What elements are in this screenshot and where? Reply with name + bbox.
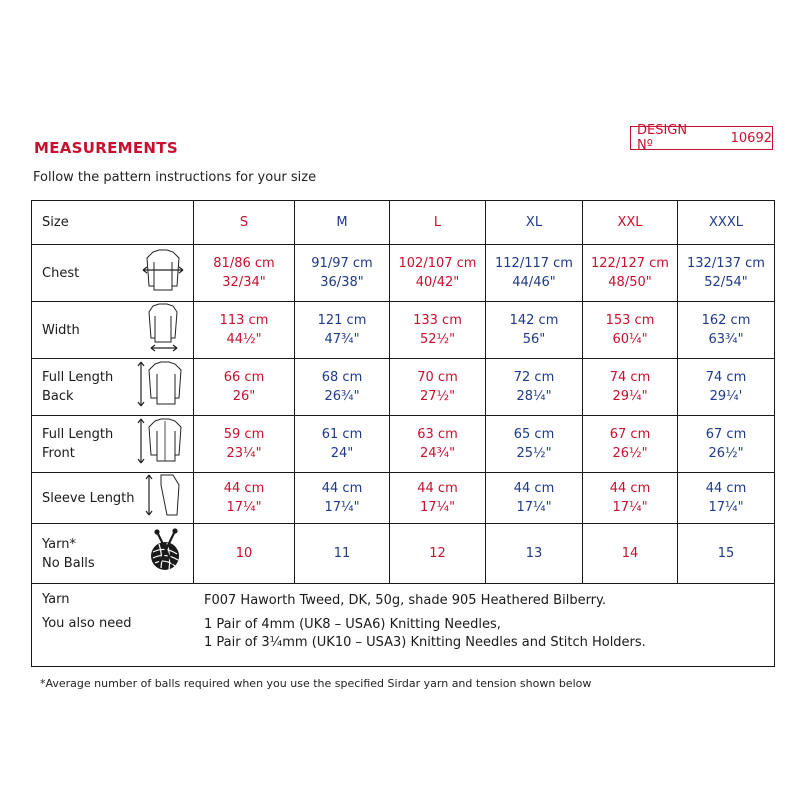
metric-value: 15 [717, 546, 735, 561]
size-col-1: M [295, 201, 390, 245]
imperial-value: 29¼' [709, 389, 743, 404]
metric-value: 67 cm [609, 427, 651, 442]
measurement-cell [295, 524, 390, 584]
imperial-value: 28¼" [516, 389, 552, 404]
measurement-cell [295, 359, 390, 416]
measurement-row [32, 473, 775, 524]
front-length-diagram-icon [135, 415, 187, 473]
metric-value: 59 cm [223, 427, 265, 442]
metric-value: 72 cm [513, 370, 555, 385]
measurement-cell [194, 359, 295, 416]
chest-diagram-icon [139, 246, 187, 300]
measurement-cell [678, 473, 775, 524]
size-col-5: XXXL [678, 201, 775, 245]
metric-value: 162 cm [701, 313, 751, 328]
imperial-value: 24¾" [419, 446, 456, 461]
intro-text: Follow the pattern instructions for your size [33, 170, 317, 185]
metric-value: 65 cm [513, 427, 555, 442]
measurement-cell [583, 245, 678, 302]
row-label-cell [32, 245, 194, 302]
metric-value: 102/107 cm [398, 256, 477, 271]
page-title: MEASUREMENTS [34, 139, 178, 157]
measurement-cell [486, 416, 583, 473]
imperial-value: 29¼" [612, 389, 648, 404]
measurement-cell [678, 524, 775, 584]
metric-value: 142 cm [509, 313, 559, 328]
measurement-cell [390, 245, 486, 302]
yarn-label: Yarn [42, 592, 70, 607]
imperial-value: 40/42" [415, 275, 460, 290]
size-col-4: XXL [583, 201, 678, 245]
metric-value: 44 cm [705, 481, 747, 496]
measurement-cell [583, 473, 678, 524]
measurements-table [31, 200, 775, 667]
imperial-value: 44/46" [512, 275, 556, 290]
size-header-row [32, 201, 775, 245]
row-label: Width [42, 322, 80, 338]
metric-value: 44 cm [609, 481, 651, 496]
metric-value: 132/137 cm [687, 256, 765, 271]
design-number-box [630, 123, 773, 153]
measurement-cell [486, 359, 583, 416]
imperial-value: 52½" [419, 332, 456, 347]
metric-value: 113 cm [219, 313, 269, 328]
measurement-cell [390, 524, 486, 584]
imperial-value: 26" [232, 389, 256, 404]
yarn-value: F007 Haworth Tweed, DK, 50g, shade 905 Heathered Bilberry. [204, 593, 607, 608]
imperial-value: 25½" [516, 446, 552, 461]
row-label-line-2: No Balls [42, 555, 95, 571]
measurement-cell [295, 473, 390, 524]
imperial-value: 52/54" [704, 275, 748, 290]
imperial-value: 24" [330, 446, 354, 461]
row-label: Full Length [42, 370, 114, 385]
row-label: Sleeve Length [42, 490, 135, 506]
needles-value-1: 1 Pair of 4mm (UK8 – USA6) Knitting Needles, [204, 617, 501, 632]
metric-value: 44 cm [513, 481, 555, 496]
metric-value: 153 cm [605, 313, 655, 328]
measurement-cell [678, 302, 775, 359]
measurement-cell [583, 302, 678, 359]
measurement-row [32, 416, 775, 473]
imperial-value: 26½" [708, 446, 744, 461]
measurement-cell [194, 245, 295, 302]
measurement-cell [486, 473, 583, 524]
measurement-cell [583, 416, 678, 473]
metric-value: 68 cm [321, 370, 363, 385]
measurement-row [32, 359, 775, 416]
also-need-label: You also need [42, 616, 132, 631]
sleeve-diagram-icon [143, 471, 187, 525]
size-col-3: XL [486, 201, 583, 245]
imperial-value: 27½" [419, 389, 456, 404]
size-col-2: L [390, 201, 486, 245]
design-label: DESIGN Nº [637, 123, 688, 153]
measurement-cell [486, 245, 583, 302]
row-label-cell [32, 302, 194, 359]
metric-value: 44 cm [321, 481, 363, 496]
metric-value: 91/97 cm [311, 256, 373, 271]
measurement-cell [390, 473, 486, 524]
measurement-cell [194, 473, 295, 524]
metric-value: 44 cm [417, 481, 458, 496]
measurement-cell [583, 524, 678, 584]
measurement-cell [390, 416, 486, 473]
row-label-line-2: Front [42, 446, 75, 461]
metric-value: 66 cm [223, 370, 265, 385]
imperial-value: 26½" [612, 446, 648, 461]
metric-value: 61 cm [321, 427, 363, 442]
metric-value: 13 [525, 546, 543, 561]
metric-value: 11 [333, 546, 351, 561]
measurement-cell [390, 359, 486, 416]
metric-value: 70 cm [417, 370, 458, 385]
measurement-cell [295, 302, 390, 359]
imperial-value: 17¼" [612, 500, 648, 515]
metric-value: 74 cm [705, 370, 747, 385]
measurement-row [32, 524, 775, 584]
imperial-value: 48/50" [608, 275, 652, 290]
metric-value: 10 [235, 546, 253, 561]
measurement-cell [486, 524, 583, 584]
measurement-row [32, 302, 775, 359]
measurement-cell [194, 302, 295, 359]
metric-value: 133 cm [413, 313, 462, 328]
size-row-label: Size [32, 201, 194, 245]
imperial-value: 47¾" [324, 332, 360, 347]
imperial-value: 36/38" [320, 275, 364, 290]
measurement-cell [486, 302, 583, 359]
metric-value: 12 [429, 546, 446, 561]
measurement-cell [194, 416, 295, 473]
metric-value: 67 cm [705, 427, 747, 442]
metric-value: 63 cm [417, 427, 458, 442]
imperial-value: 44½" [226, 332, 262, 347]
needles-value-2: 1 Pair of 3¼mm (UK10 – USA3) Knitting Needles and Stitch Holders. [204, 635, 646, 650]
metric-value: 74 cm [609, 370, 651, 385]
measurement-cell [678, 416, 775, 473]
imperial-value: 23¼" [226, 446, 262, 461]
metric-value: 122/127 cm [591, 256, 669, 271]
footnote: *Average number of balls required when you use the specified Sirdar yarn and tension shown below [40, 677, 592, 690]
row-label-cell [32, 359, 194, 416]
imperial-value: 17¼" [516, 500, 552, 515]
measurement-cell [295, 416, 390, 473]
measurement-cell [678, 359, 775, 416]
metric-value: 121 cm [317, 313, 367, 328]
row-label: Yarn* [42, 536, 76, 552]
imperial-value: 60¼" [612, 332, 648, 347]
design-number: 10692 [730, 130, 772, 146]
imperial-value: 17¼" [226, 500, 262, 515]
imperial-value: 17¼" [324, 500, 360, 515]
back-length-diagram-icon [135, 358, 187, 416]
materials-cell [32, 584, 775, 667]
measurement-row [32, 245, 775, 302]
imperial-value: 32/34" [222, 275, 266, 290]
metric-value: 112/117 cm [495, 256, 573, 271]
measurement-cell [678, 245, 775, 302]
measurement-cell [583, 359, 678, 416]
yarn-ball-icon [143, 528, 187, 580]
row-label: Chest [42, 265, 80, 281]
imperial-value: 63¾" [708, 332, 744, 347]
row-label-cell [32, 416, 194, 473]
row-label-cell [32, 473, 194, 524]
size-col-0: S [194, 201, 295, 245]
imperial-value: 26¾" [324, 389, 360, 404]
metric-value: 44 cm [223, 481, 265, 496]
width-diagram-icon [139, 302, 187, 358]
imperial-value: 17¼" [708, 500, 744, 515]
metric-value: 81/86 cm [213, 256, 275, 271]
imperial-value: 56" [522, 332, 546, 347]
measurement-cell [194, 524, 295, 584]
row-label: Full Length [42, 427, 114, 442]
materials-row [32, 584, 775, 667]
metric-value: 14 [621, 546, 639, 561]
imperial-value: 17¼" [419, 500, 456, 515]
row-label-line-2: Back [42, 389, 74, 404]
measurement-cell [295, 245, 390, 302]
measurement-cell [390, 302, 486, 359]
row-label-cell [32, 524, 194, 584]
